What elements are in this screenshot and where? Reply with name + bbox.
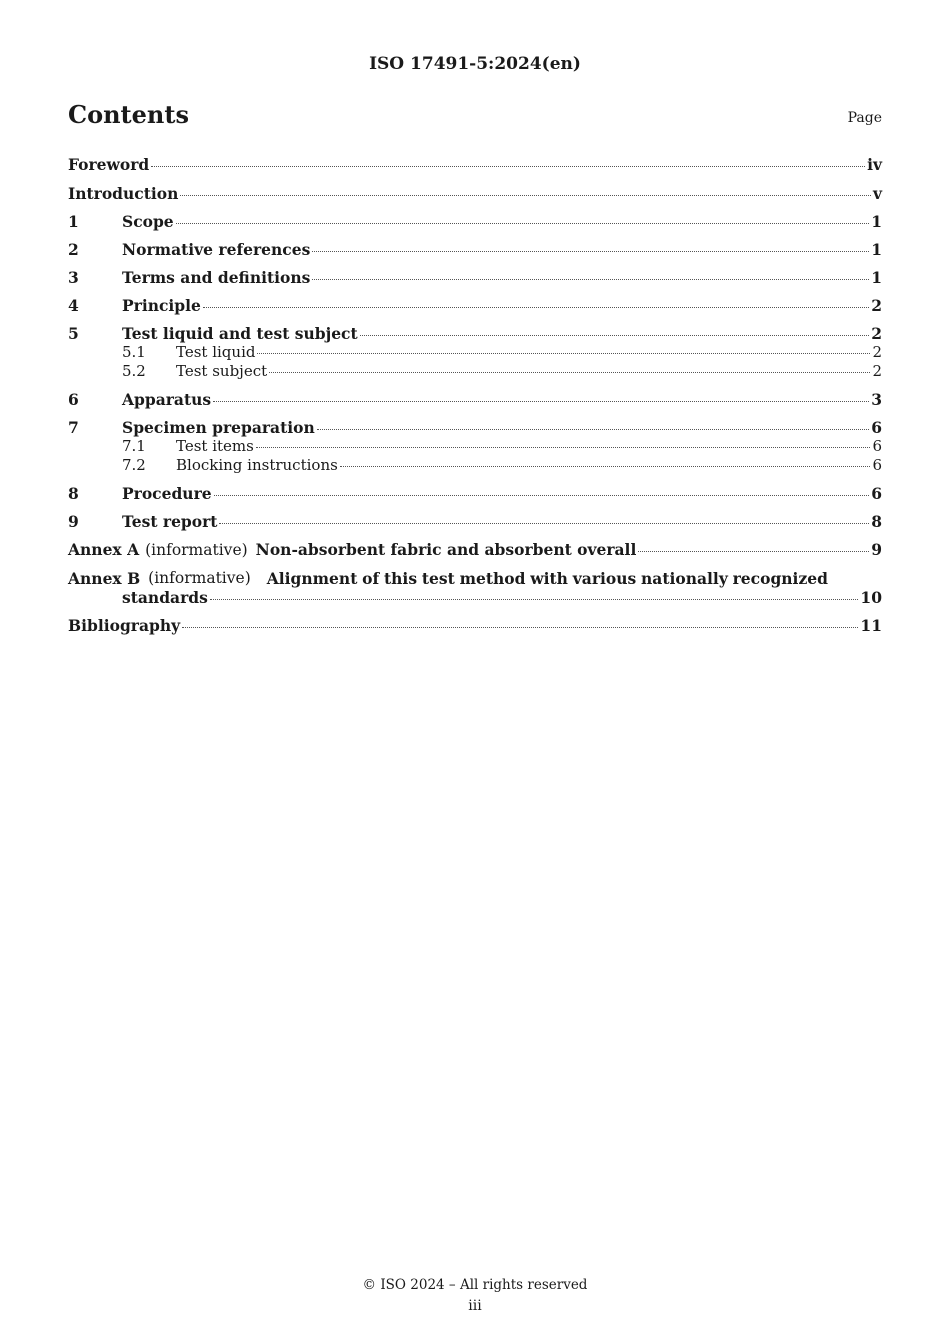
dot-leader (269, 371, 870, 373)
toc-entry-procedure[interactable] (68, 484, 882, 503)
toc-page: 1 (871, 212, 882, 231)
toc-label: Test report (122, 512, 218, 531)
title-word: this (384, 569, 418, 588)
dot-leader (638, 550, 869, 552)
toc-page: 6 (872, 456, 882, 474)
toc-entry-test-liquid-subject[interactable] (68, 324, 882, 343)
toc-label: Scope (122, 212, 174, 231)
dot-leader (312, 250, 869, 252)
toc-number: 5 (68, 324, 79, 343)
dot-leader (214, 494, 870, 496)
toc-label: Specimen preparation (122, 418, 315, 437)
toc-label: Test liquid (176, 343, 256, 361)
toc-page: 3 (871, 390, 882, 409)
toc-label: Procedure (122, 484, 212, 503)
toc-entry-test-report[interactable] (68, 512, 882, 531)
annex-prefix: Annex A (68, 540, 140, 559)
toc-subentry-test-liquid[interactable] (68, 343, 882, 362)
dot-leader (151, 165, 865, 167)
toc-label: Terms and definitions (122, 268, 311, 287)
toc-subentry-test-subject[interactable] (68, 362, 882, 381)
toc-label: Apparatus (122, 390, 212, 409)
annex-b-title (251, 569, 828, 588)
toc-number: 1 (68, 212, 79, 231)
page-column-label: Page (847, 110, 882, 126)
toc-number: 5.2 (122, 362, 146, 380)
toc-label: Normative references (122, 240, 311, 259)
toc-entry-annex-a[interactable] (68, 540, 882, 560)
page-number: iii (468, 1298, 482, 1314)
toc-page: 6 (871, 484, 882, 503)
annex-informative: (informative) (145, 541, 248, 559)
toc-number: 5.1 (122, 343, 146, 361)
toc-number: 2 (68, 240, 79, 259)
toc-subentry-blocking-instructions[interactable] (68, 456, 882, 475)
document-id: ISO 17491-5:2024(en) (369, 54, 581, 74)
dot-leader (219, 522, 869, 524)
title-word: test (421, 569, 455, 588)
title-word: various (572, 569, 637, 588)
toc-entry-foreword[interactable] (68, 155, 882, 174)
title-word: with (530, 569, 568, 588)
toc-page: 6 (871, 418, 882, 437)
table-of-contents (68, 155, 882, 635)
toc-number: 9 (68, 512, 79, 531)
toc-entry-principle[interactable] (68, 296, 882, 315)
toc-page: 10 (860, 588, 882, 607)
toc-number: 8 (68, 484, 79, 503)
toc-label: Non-absorbent fabric and absorbent overall (255, 540, 637, 559)
dot-leader (213, 400, 869, 402)
toc-page: 2 (871, 296, 882, 315)
toc-entry-bibliography[interactable] (68, 616, 882, 635)
toc-entry-normative-references[interactable] (68, 240, 882, 259)
copyright-notice: © ISO 2024 – All rights reserved (362, 1277, 588, 1293)
toc-number: 7 (68, 418, 79, 437)
contents-title: Contents (68, 100, 189, 129)
title-word: of (362, 569, 380, 588)
toc-subentry-test-items[interactable] (68, 437, 882, 456)
annex-informative: (informative) (148, 569, 251, 587)
toc-entry-apparatus[interactable] (68, 390, 882, 409)
dot-leader (203, 306, 869, 308)
toc-page: iv (867, 155, 882, 174)
toc-page: 9 (871, 540, 882, 559)
toc-number: 6 (68, 390, 79, 409)
toc-label: Bibliography (68, 616, 181, 635)
toc-entry-specimen-preparation[interactable] (68, 418, 882, 437)
toc-page: v (872, 184, 882, 203)
dot-leader (360, 334, 870, 336)
toc-page: 1 (871, 268, 882, 287)
toc-page: 2 (872, 343, 882, 361)
toc-number: 3 (68, 268, 79, 287)
toc-page: 2 (872, 362, 882, 380)
toc-page: 1 (871, 240, 882, 259)
toc-label: Test items (176, 437, 254, 455)
toc-page: 8 (871, 512, 882, 531)
toc-entry-annex-b[interactable] (68, 569, 882, 607)
dot-leader (256, 446, 871, 448)
toc-number: 4 (68, 296, 79, 315)
annex-b-line-2 (68, 588, 882, 607)
dot-leader (257, 352, 870, 354)
toc-label: Test subject (176, 362, 268, 380)
toc-page: 11 (860, 616, 882, 635)
toc-page: 6 (872, 437, 882, 455)
dot-leader (180, 194, 871, 196)
toc-entry-terms-definitions[interactable] (68, 268, 882, 287)
dot-leader (312, 278, 869, 280)
title-word: Alignment (266, 569, 358, 588)
toc-label: Principle (122, 296, 201, 315)
toc-label: Introduction (68, 184, 179, 203)
dot-leader (176, 222, 870, 224)
toc-label: Blocking instructions (176, 456, 338, 474)
toc-entry-scope[interactable] (68, 212, 882, 231)
toc-number: 7.1 (122, 437, 146, 455)
dot-leader (182, 626, 858, 628)
dot-leader (340, 465, 871, 467)
annex-b-line-1 (68, 569, 882, 588)
dot-leader (317, 428, 869, 430)
toc-entry-introduction[interactable] (68, 184, 882, 203)
toc-page: 2 (871, 324, 882, 343)
title-word: recognized (732, 569, 828, 588)
title-word: method (459, 569, 526, 588)
toc-label: Test liquid and test subject (122, 324, 358, 343)
toc-label: standards (122, 588, 208, 607)
dot-leader (210, 598, 859, 600)
annex-prefix: Annex B (68, 569, 141, 588)
toc-number: 7.2 (122, 456, 146, 474)
title-word: nationally (641, 569, 728, 588)
toc-label: Foreword (68, 155, 150, 174)
